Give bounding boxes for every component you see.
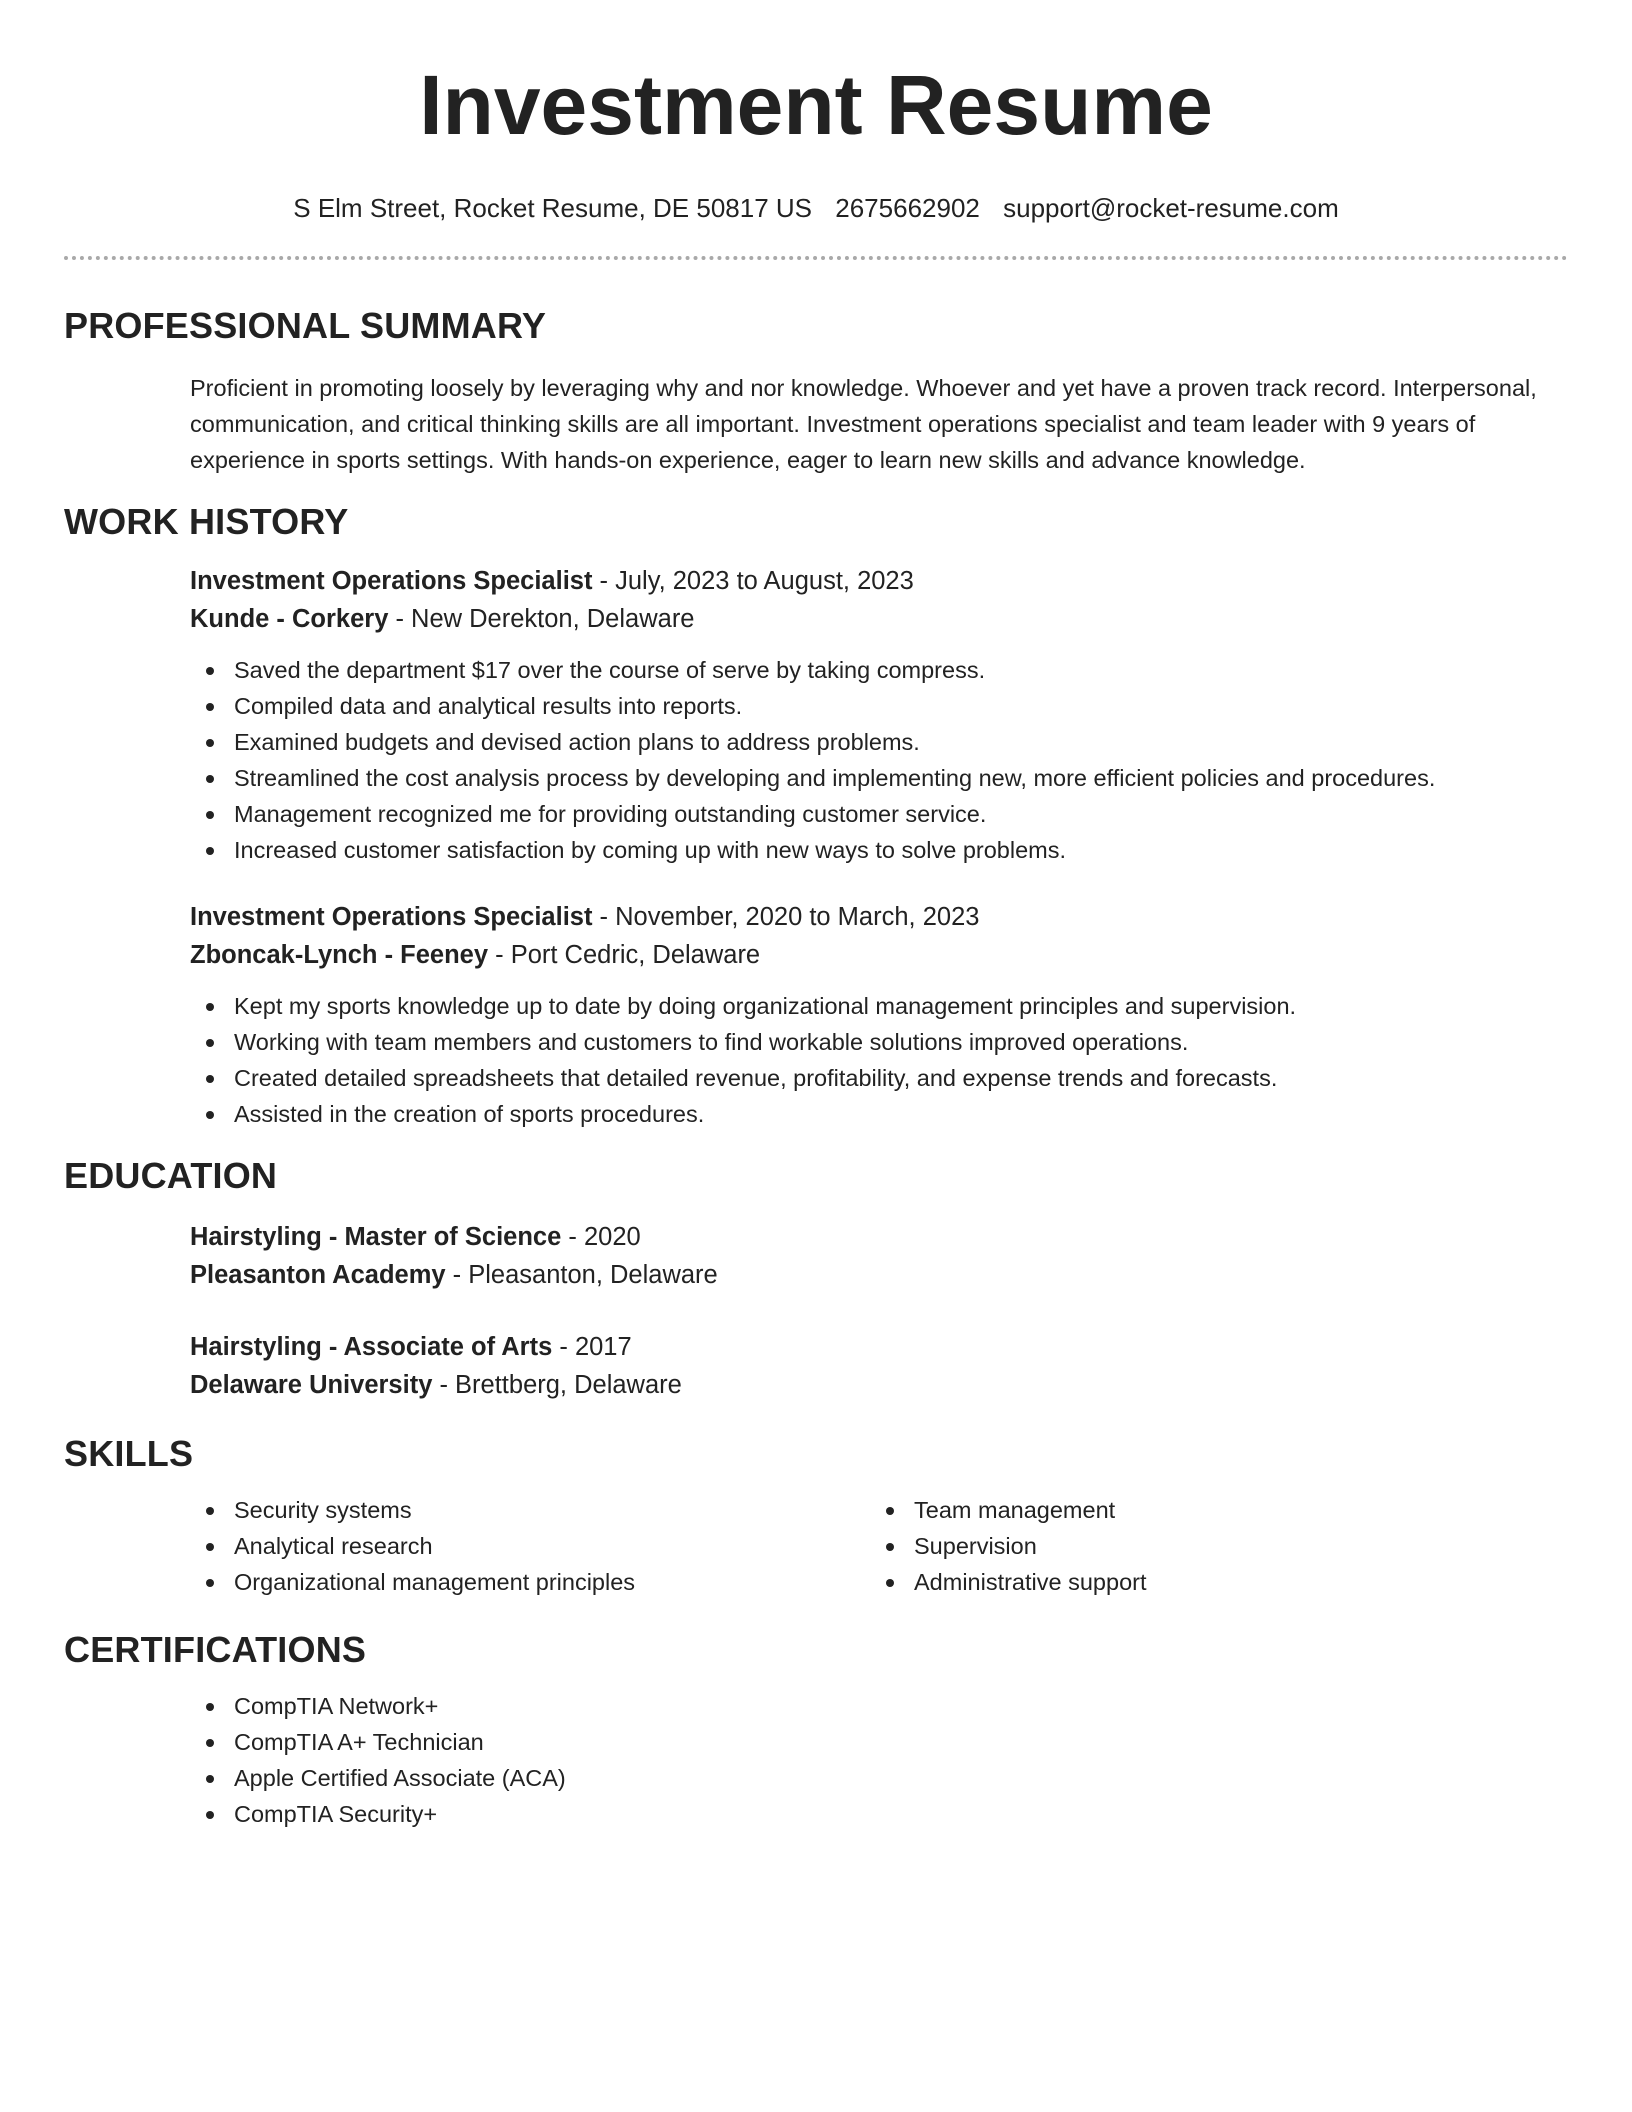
certifications-list-wrap <box>190 1688 1568 1832</box>
list-item: Created detailed spreadsheets that detailed revenue, profitability, and expense trends and forecasts. <box>190 1060 1568 1096</box>
resume-header <box>64 0 1568 224</box>
section-title-skills: SKILLS <box>64 1433 194 1474</box>
contact-address: S Elm Street, Rocket Resume, DE 50817 US <box>293 193 813 223</box>
candidate-name: Investment Resume <box>419 58 1213 152</box>
list-item: Management recognized me for providing outstanding customer service. <box>190 796 1568 832</box>
job-title-line <box>190 562 1568 600</box>
header-divider <box>64 256 1568 260</box>
section-skills <box>64 1432 1568 1600</box>
education-school: Delaware University <box>190 1371 433 1399</box>
list-item: Saved the department $17 over the course of serve by taking compress. <box>190 652 1568 688</box>
section-professional-summary <box>64 304 1568 478</box>
list-item: Administrative support <box>870 1564 1550 1600</box>
skills-list-right <box>870 1492 1550 1600</box>
education-entry <box>190 1328 1568 1404</box>
job-dates: - November, 2020 to March, 2023 <box>592 903 980 931</box>
list-item: CompTIA A+ Technician <box>190 1724 1568 1760</box>
summary-text: Proficient in promoting loosely by leveraging why and nor knowledge. Whoever and yet have a proven track record. Interpersonal, communication, and critical thinking skills are all important. Investment operations specialist and team leader with 9 years of experience in sports settings. With hands-on experience, eager to learn new skills and advance knowledge. <box>190 375 1537 473</box>
education-location: - Brettberg, Delaware <box>432 1371 682 1399</box>
job-bullet-list <box>190 652 1568 868</box>
list-item: Security systems <box>190 1492 870 1528</box>
education-school-line <box>190 1366 1568 1404</box>
skills-list-left <box>190 1492 870 1600</box>
education-entry <box>190 1218 1568 1294</box>
skills-column-left <box>190 1492 870 1600</box>
job-bullet-list <box>190 988 1568 1132</box>
list-item: Analytical research <box>190 1528 870 1564</box>
job-dates: - July, 2023 to August, 2023 <box>592 567 914 595</box>
education-year: - 2017 <box>552 1333 632 1361</box>
job-title-line <box>190 898 1568 936</box>
education-school: Pleasanton Academy <box>190 1261 446 1289</box>
job-location: - Port Cedric, Delaware <box>488 941 761 969</box>
job-company: Kunde - Corkery <box>190 605 389 633</box>
list-item: Working with team members and customers to find workable solutions improved operations. <box>190 1024 1568 1060</box>
job-company-line <box>190 600 1568 638</box>
certifications-list <box>190 1688 1568 1832</box>
skills-grid <box>190 1492 1568 1600</box>
contact-phone: 2675662902 <box>835 193 980 223</box>
section-certifications <box>64 1628 1568 1832</box>
education-location: - Pleasanton, Delaware <box>445 1261 718 1289</box>
section-title-certifications: CERTIFICATIONS <box>64 1629 367 1670</box>
education-degree: Hairstyling - Master of Science <box>190 1223 562 1251</box>
section-work-history <box>64 500 1568 1132</box>
list-item: Team management <box>870 1492 1550 1528</box>
list-item: CompTIA Network+ <box>190 1688 1568 1724</box>
job-company: Zboncak-Lynch - Feeney <box>190 941 489 969</box>
list-item: Organizational management principles <box>190 1564 870 1600</box>
list-item: Assisted in the creation of sports procedures. <box>190 1096 1568 1132</box>
education-school-line <box>190 1256 1568 1294</box>
list-item: Kept my sports knowledge up to date by doing organizational management principles and supervision. <box>190 988 1568 1024</box>
job-entry <box>190 898 1568 1132</box>
contact-email: support@rocket-resume.com <box>1003 193 1339 223</box>
job-entry <box>190 562 1568 868</box>
section-title-education: EDUCATION <box>64 1155 278 1196</box>
education-year: - 2020 <box>561 1223 641 1251</box>
list-item: Examined budgets and devised action plans to address problems. <box>190 724 1568 760</box>
list-item: Increased customer satisfaction by coming up with new ways to solve problems. <box>190 832 1568 868</box>
section-title-work-history: WORK HISTORY <box>64 501 349 542</box>
list-item: CompTIA Security+ <box>190 1796 1568 1832</box>
list-item: Supervision <box>870 1528 1550 1564</box>
skills-column-right <box>870 1492 1550 1600</box>
education-degree-line <box>190 1218 1568 1256</box>
list-item: Apple Certified Associate (ACA) <box>190 1760 1568 1796</box>
contact-line <box>64 192 1568 224</box>
section-title-summary: PROFESSIONAL SUMMARY <box>64 305 547 346</box>
job-role: Investment Operations Specialist <box>190 567 593 595</box>
job-location: - New Derekton, Delaware <box>388 605 695 633</box>
list-item: Compiled data and analytical results into reports. <box>190 688 1568 724</box>
education-degree: Hairstyling - Associate of Arts <box>190 1333 553 1361</box>
section-education <box>64 1154 1568 1404</box>
list-item: Streamlined the cost analysis process by developing and implementing new, more efficient policies and procedures. <box>190 760 1568 796</box>
job-role: Investment Operations Specialist <box>190 903 593 931</box>
education-degree-line <box>190 1328 1568 1366</box>
job-company-line <box>190 936 1568 974</box>
